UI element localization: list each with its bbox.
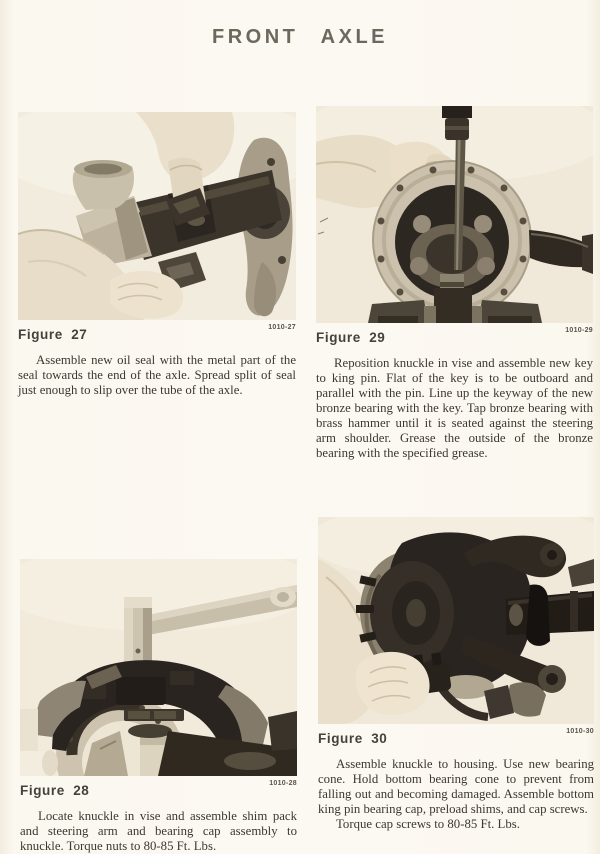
figure-30-caption-para-1: Assemble knuckle to housing. Use new bearing cone. Hold bottom bearing cone to prevent from falling out and becoming damaged. Assemble bottom king pin bearing cap, preload shims, and cap screws. xyxy=(318,757,594,816)
knuckle-housing-photo-illustration xyxy=(318,517,594,724)
figure-29-photo xyxy=(316,106,593,323)
figure-30-photo xyxy=(318,517,594,724)
figure-29-ref-number: 1010-29 xyxy=(565,327,593,334)
figure-29-block xyxy=(316,106,593,461)
page-title: FRONT AXLE xyxy=(211,26,389,48)
figure-27-label: Figure 27 xyxy=(18,327,88,342)
figure-28-caption: Locate knuckle in vise and assemble shim pack and steering arm and bearing cap assembly to knuckle. Torque nuts to 80-85 Ft. Lbs. xyxy=(20,809,297,853)
torque-wrench-photo-illustration xyxy=(20,559,297,776)
figure-27-photo xyxy=(18,112,296,320)
figure-30-block xyxy=(318,517,594,832)
oil-seal-photo-illustration xyxy=(18,112,296,320)
figure-27-caption: Assemble new oil seal with the metal part of the seal towards the end of the axle. Spread split of seal just enough to slip over the tube of the axle. xyxy=(18,353,296,397)
figure-27-block xyxy=(18,112,296,398)
figure-28-ref-number: 1010-28 xyxy=(269,780,297,787)
figure-28-photo xyxy=(20,559,297,776)
figure-29-caption: Reposition knuckle in vise and assemble new key to king pin. Flat of the key is to be outboard and parallel with the pin. Line up the keyway of the new bronze bearing with the key. Tap bronze bearing with brass hammer until it is seated against the steering arm shoulder. Grease the outside of the bronze bearing with the specified grease. xyxy=(316,356,593,460)
figure-30-label: Figure 30 xyxy=(318,731,388,746)
figure-30-ref-number: 1010-30 xyxy=(566,728,594,735)
figure-29-label: Figure 29 xyxy=(316,330,386,345)
figure-28-block xyxy=(20,559,297,854)
figure-28-label: Figure 28 xyxy=(20,783,90,798)
knuckle-vise-photo-illustration xyxy=(316,106,593,323)
figure-27-ref-number: 1010-27 xyxy=(268,324,296,331)
figure-30-caption-para-2: Torque cap screws to 80-85 Ft. Lbs. xyxy=(336,817,520,831)
